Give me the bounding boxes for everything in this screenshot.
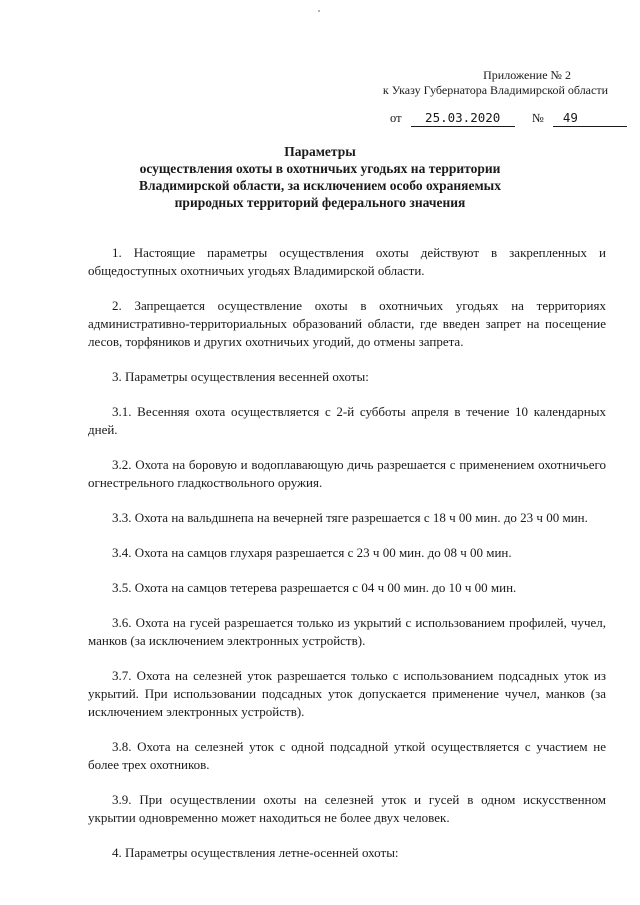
paragraph: 3.7. Охота на селезней уток разрешается только с использованием подсадных уток из укрытий. При использовании подсадных уток допускается применение чучел, манков (за исключением электронных устройств). <box>88 668 606 719</box>
order-number: 49 <box>553 110 627 127</box>
title-line: природных территорий федерального значения <box>174 195 466 210</box>
paragraph: 3. Параметры осуществления весенней охоты: <box>112 369 369 384</box>
paragraph: 3.6. Охота на гусей разрешается только из укрытий с использованием профилей, чучел, манков (за исключением электронных устройств). <box>88 615 606 648</box>
title-line: осуществления охоты в охотничьих угодьях на территории <box>139 161 501 176</box>
paragraph: 3.5. Охота на самцов тетерева разрешается с 04 ч 00 мин. до 10 ч 00 мин. <box>112 580 517 595</box>
paragraph: 3.4. Охота на самцов глухаря разрешается с 23 ч 00 мин. до 08 ч 00 мин. <box>112 545 512 560</box>
order-date: 25.03.2020 <box>411 110 515 127</box>
title-line: Параметры <box>284 144 356 159</box>
paragraph: 3.1. Весенняя охота осуществляется с 2-й субботы апреля в течение 10 календарных дней. <box>88 404 606 437</box>
title-line: Владимирской области, за исключением особо охраняемых <box>139 178 501 193</box>
number-sign: № <box>531 111 544 125</box>
appendix-header <box>383 68 608 98</box>
document-body <box>88 244 606 862</box>
appendix-reference: к Указу Губернатора Владимирской области <box>382 83 608 97</box>
paragraph: 3.2. Охота на боровую и водоплавающую дичь разрешается с применением охотничьего огнестрельного гладкоствольного оружия. <box>88 457 606 490</box>
paragraph: 3.9. При осуществлении охоты на селезней уток и гусей в одном искусственном укрытии одновременно может находиться не более двух человек. <box>88 792 606 825</box>
appendix-number: Приложение № 2 <box>483 68 571 82</box>
scan-speck <box>318 10 320 12</box>
paragraph: 4. Параметры осуществления летне-осенней охоты: <box>112 845 399 860</box>
paragraph: 2. Запрещается осуществление охоты в охотничьих угодьях на территориях административно-территориальных образований области, где введен запрет на посещение лесов, торфяников и других охотничьих угодий, до отмены запрета. <box>88 298 606 349</box>
date-prefix: от <box>390 111 402 125</box>
paragraph: 1. Настоящие параметры осуществления охоты действуют в закрепленных и общедоступных охотничьих угодьях Владимирской области. <box>88 245 606 278</box>
paragraph: 3.8. Охота на селезней уток с одной подсадной уткой осуществляется с участием не более трех охотников. <box>88 739 606 772</box>
order-date-number <box>390 110 627 127</box>
paragraph: 3.3. Охота на вальдшнепа на вечерней тяге разрешается с 18 ч 00 мин. до 23 ч 00 мин. <box>112 510 588 525</box>
document-title <box>110 143 530 211</box>
